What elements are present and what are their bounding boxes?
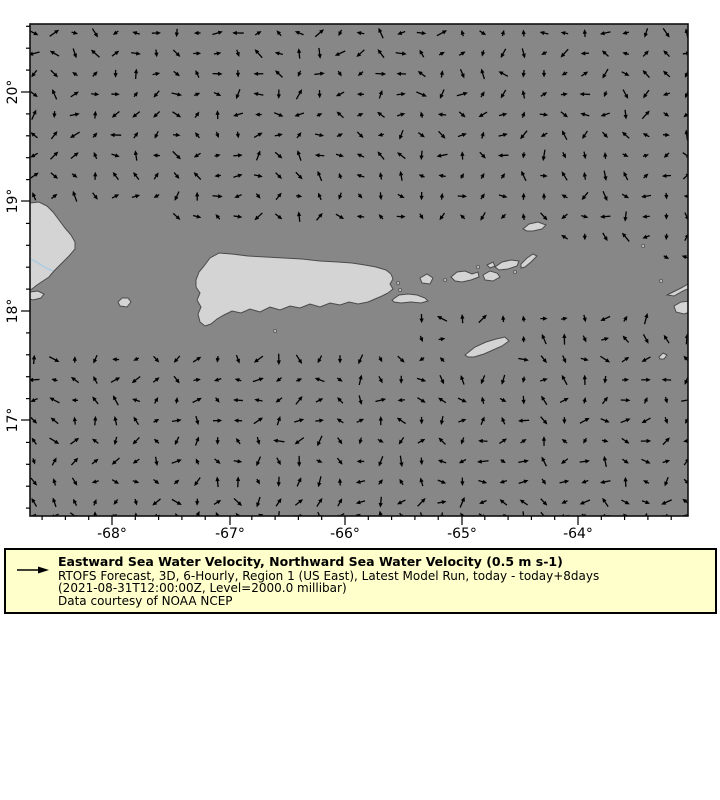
x-tick-label: -68° [97,526,127,542]
islet-dot [274,330,277,332]
islet-dot [397,282,400,284]
legend-time-level-line: (2021-08-31T12:00:00Z, Level=2000.0 millibar) [58,581,347,595]
islet-dot [514,271,517,273]
y-tick-label: 17° [5,407,21,433]
legend-model-line: RTOFS Forecast, 3D, 6-Hourly, Region 1 (US East), Latest Model Run, today - today+8days [58,568,600,583]
y-axis-ticks [21,26,30,508]
islet-dot [660,280,663,282]
y-tick-label: 18° [5,298,21,324]
x-axis-ticks [42,516,671,525]
legend-text-block [58,550,599,607]
y-tick-label: 20° [5,79,21,105]
y-axis-labels [5,80,21,433]
legend-courtesy-line: Data courtesy of NOAA NCEP [58,593,233,608]
islet-dot [399,289,402,291]
map-canvas [28,24,693,522]
y-tick-label: 19° [5,188,21,214]
islet-dot [642,245,645,247]
x-axis-labels [97,526,593,542]
reference-arrow-icon [16,564,50,576]
x-tick-label: -67° [215,526,245,542]
islet-dot [444,279,447,281]
legend-box [4,548,717,614]
x-tick-label: -66° [330,526,360,542]
legend-title: Eastward Sea Water Velocity, Northward Sea Water Velocity (0.5 m s-1) [58,554,563,569]
x-tick-label: -65° [447,526,477,542]
islet-dot [477,266,480,268]
x-tick-label: -64° [563,526,593,542]
